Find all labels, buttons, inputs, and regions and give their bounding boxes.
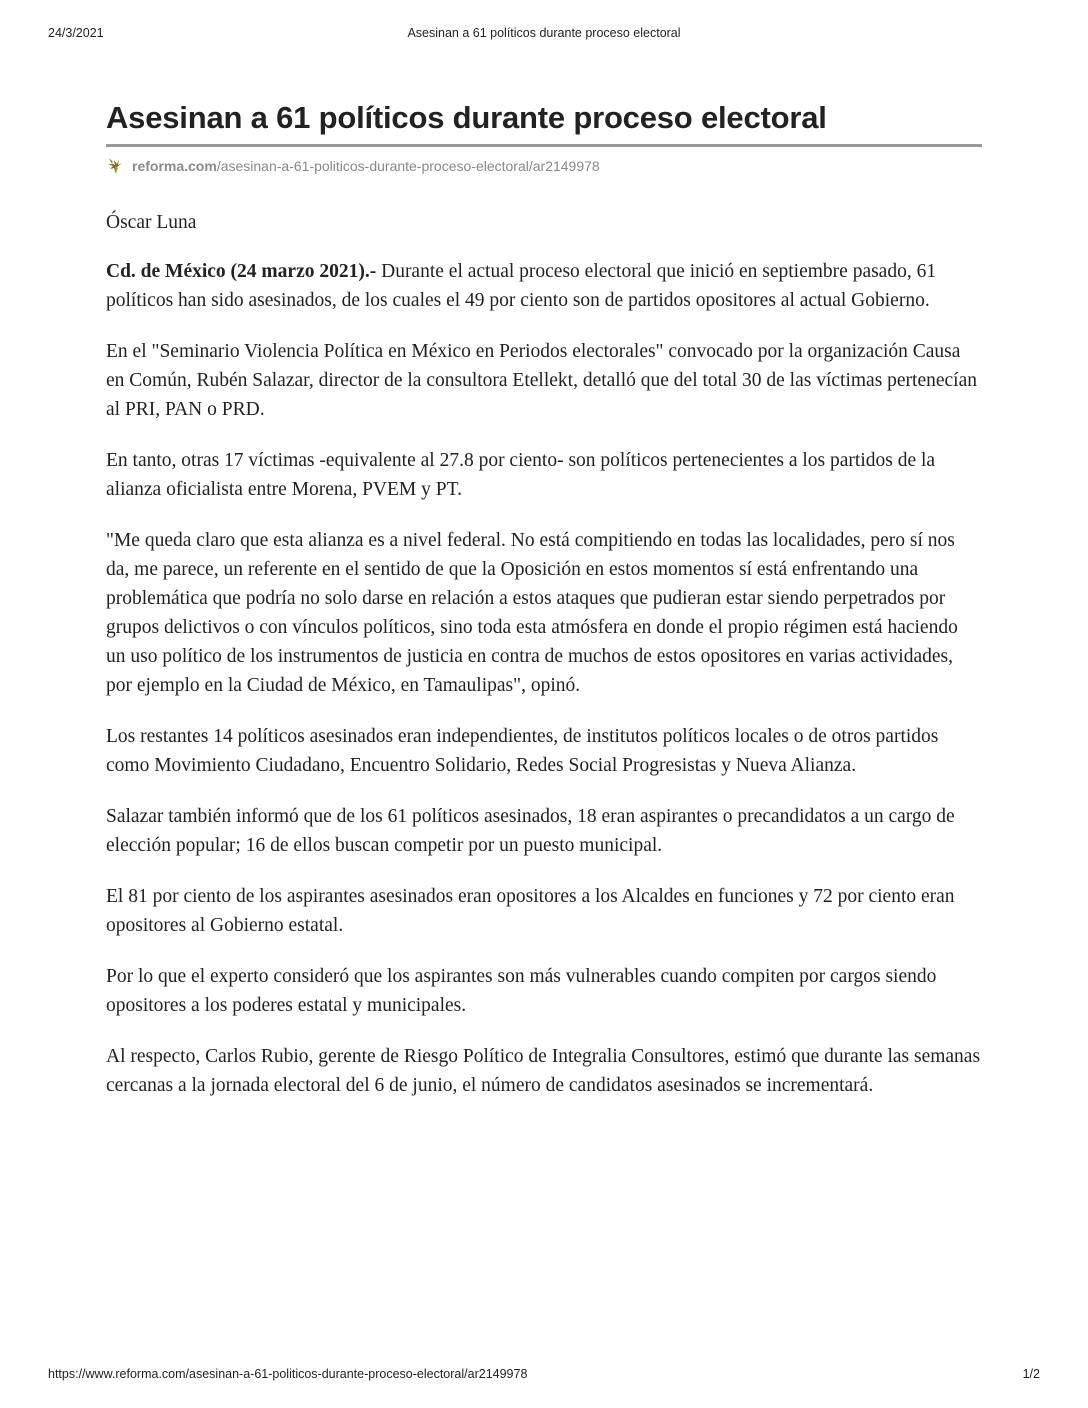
- print-title: Asesinan a 61 políticos durante proceso electoral: [407, 26, 681, 40]
- print-header: [48, 26, 1040, 44]
- page-number: 1/2: [1022, 1367, 1040, 1381]
- article-headline: Asesinan a 61 políticos durante proceso electoral: [106, 100, 827, 135]
- reforma-eagle-icon: [106, 156, 124, 176]
- article-paragraph: Al respecto, Carlos Rubio, gerente de Riesgo Político de Integralia Consultores, estimó que durante las semanas cercanas a la jornada electoral del 6 de junio, el número de candidatos asesinados se incrementará.: [106, 1046, 981, 1096]
- headline-divider: [106, 144, 982, 147]
- article: [106, 96, 982, 1122]
- source-path: /asesinan-a-61-politicos-durante-proceso-electoral/ar2149978: [216, 158, 600, 174]
- article-paragraph: Salazar también informó que de los 61 políticos asesinados, 18 eran aspirantes o precandidatos a un cargo de elección popular; 16 de ellos buscan competir por un puesto municipal.: [106, 806, 955, 856]
- article-paragraph: En tanto, otras 17 víctimas -equivalente al 27.8 por ciento- son políticos pertenecientes a los partidos de la alianza oficialista entre Morena, PVEM y PT.: [106, 450, 936, 500]
- paragraph-text: Durante el actual proceso electoral que inició en septiembre pasado, 61 políticos han sido asesinados, de los cuales el 49 por ciento son de partidos opositores al actual Gobierno.: [106, 261, 937, 311]
- print-date: 24/3/2021: [48, 26, 104, 40]
- article-paragraph: El 81 por ciento de los aspirantes asesinados eran opositores a los Alcaldes en funciones y 72 por ciento eran opositores al Gobierno estatal.: [106, 886, 955, 936]
- source-link[interactable]: [106, 155, 982, 177]
- article-paragraph: En el "Seminario Violencia Política en México en Periodos electorales" convocado por la organización Causa en Común, Rubén Salazar, director de la consultora Etellekt, detalló que del total 30 de las víctimas pertenecían al PRI, PAN o PRD.: [106, 341, 978, 420]
- article-author: Óscar Luna: [106, 212, 197, 233]
- article-paragraph: [106, 257, 982, 315]
- article-paragraph: Por lo que el experto consideró que los aspirantes son más vulnerables cuando compiten por cargos siendo opositores a los poderes estatal y municipales.: [106, 966, 937, 1016]
- print-footer: [48, 1367, 1040, 1385]
- article-dateline: Cd. de México (24 marzo 2021).-: [106, 261, 377, 282]
- article-body: [106, 257, 982, 1100]
- article-paragraph: "Me queda claro que esta alianza es a nivel federal. No está compitiendo en todas las localidades, pero sí nos da, me parece, un referente en el sentido de que la Oposición en estos momentos sí está enfrentando una problemática que podría no solo darse en relación a estos ataques que pudieran estar siendo perpetrados por grupos delictivos o con vínculos políticos, sino toda esta atmósfera en donde el propio régimen está haciendo un uso político de los instrumentos de justicia en contra de muchos de estos opositores en varias actividades, por ejemplo en la Ciudad de México, en Tamaulipas", opinó.: [106, 530, 958, 696]
- source-domain: reforma.com: [132, 158, 217, 174]
- article-paragraph: Los restantes 14 políticos asesinados eran independientes, de institutos políticos locales o de otros partidos como Movimiento Ciudadano, Encuentro Solidario, Redes Social Progresistas y Nueva Alianza.: [106, 726, 939, 776]
- print-url: https://www.reforma.com/asesinan-a-61-politicos-durante-proceso-electoral/ar2149978: [48, 1367, 528, 1381]
